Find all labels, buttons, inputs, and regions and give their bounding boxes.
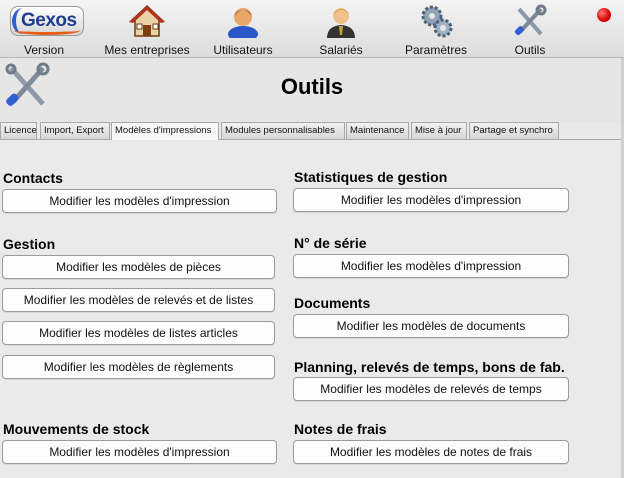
main-toolbar xyxy=(0,0,624,58)
tab-mise-a-jour[interactable]: Mise à jour xyxy=(411,122,467,139)
tab-partage-synchro[interactable]: Partage et synchro xyxy=(469,122,559,139)
toolbar-item-label: Mes entreprises xyxy=(104,43,190,57)
user-icon xyxy=(225,4,261,38)
toolbar-version-label: Version xyxy=(23,43,65,57)
tab-import-export[interactable]: Import, Export xyxy=(40,122,110,139)
section-frais-title: Notes de frais xyxy=(294,421,387,437)
section-stats-title: Statistiques de gestion xyxy=(294,169,448,185)
stats-modify-print-button[interactable]: Modifier les modèles d'impression xyxy=(293,188,569,212)
toolbar-outils[interactable] xyxy=(500,0,560,58)
section-documents-title: Documents xyxy=(294,295,371,311)
toolbar-item-label: Salariés xyxy=(319,43,363,57)
section-stock-title: Mouvements de stock xyxy=(3,421,150,437)
gestion-modify-releves-button[interactable]: Modifier les modèles de relevés et de listes xyxy=(2,288,275,312)
tab-licence[interactable]: Licence xyxy=(0,122,37,139)
section-serie-title: N° de série xyxy=(294,235,367,251)
house-icon xyxy=(129,4,165,38)
tab-modeles-impressions[interactable]: Modèles d'impressions xyxy=(111,122,219,140)
gears-icon xyxy=(418,4,454,38)
toolbar-item-label: Outils xyxy=(514,43,546,57)
toolbar-item-label: Paramètres xyxy=(404,43,468,57)
contacts-modify-print-button[interactable]: Modifier les modèles d'impression xyxy=(2,189,277,213)
gestion-modify-articles-button[interactable]: Modifier les modèles de listes articles xyxy=(2,321,275,345)
stock-modify-print-button[interactable]: Modifier les modèles d'impression xyxy=(2,440,277,464)
toolbar-parametres[interactable] xyxy=(398,0,474,58)
frais-modify-button[interactable]: Modifier les modèles de notes de frais xyxy=(293,440,569,464)
employee-icon xyxy=(323,4,359,38)
gestion-modify-pieces-button[interactable]: Modifier les modèles de pièces xyxy=(2,255,275,279)
gexos-logo xyxy=(10,6,86,38)
toolbar-version[interactable] xyxy=(4,0,84,58)
documents-modify-button[interactable]: Modifier les modèles de documents xyxy=(293,314,569,338)
gestion-modify-reglements-button[interactable]: Modifier les modèles de règlements xyxy=(2,355,275,379)
toolbar-mes-entreprises[interactable] xyxy=(100,0,194,58)
logo-text: Gexos xyxy=(21,10,77,31)
tab-modules-personnalisables[interactable]: Modules personnalisables xyxy=(221,122,345,139)
section-planning-title: Planning, relevés de temps, bons de fab. xyxy=(294,359,565,375)
section-contacts-title: Contacts xyxy=(3,170,63,186)
status-indicator[interactable] xyxy=(597,8,611,22)
serie-modify-print-button[interactable]: Modifier les modèles d'impression xyxy=(293,254,569,278)
planning-modify-releves-temps-button[interactable]: Modifier les modèles de relevés de temps xyxy=(293,377,569,401)
tab-bar xyxy=(0,122,624,139)
toolbar-item-label: Utilisateurs xyxy=(213,43,273,57)
tools-icon xyxy=(512,4,548,38)
page-title: Outils xyxy=(280,74,344,99)
toolbar-salaries[interactable] xyxy=(310,0,372,58)
tab-maintenance[interactable]: Maintenance xyxy=(346,122,409,139)
section-gestion-title: Gestion xyxy=(3,236,56,252)
toolbar-utilisateurs[interactable] xyxy=(208,0,278,58)
